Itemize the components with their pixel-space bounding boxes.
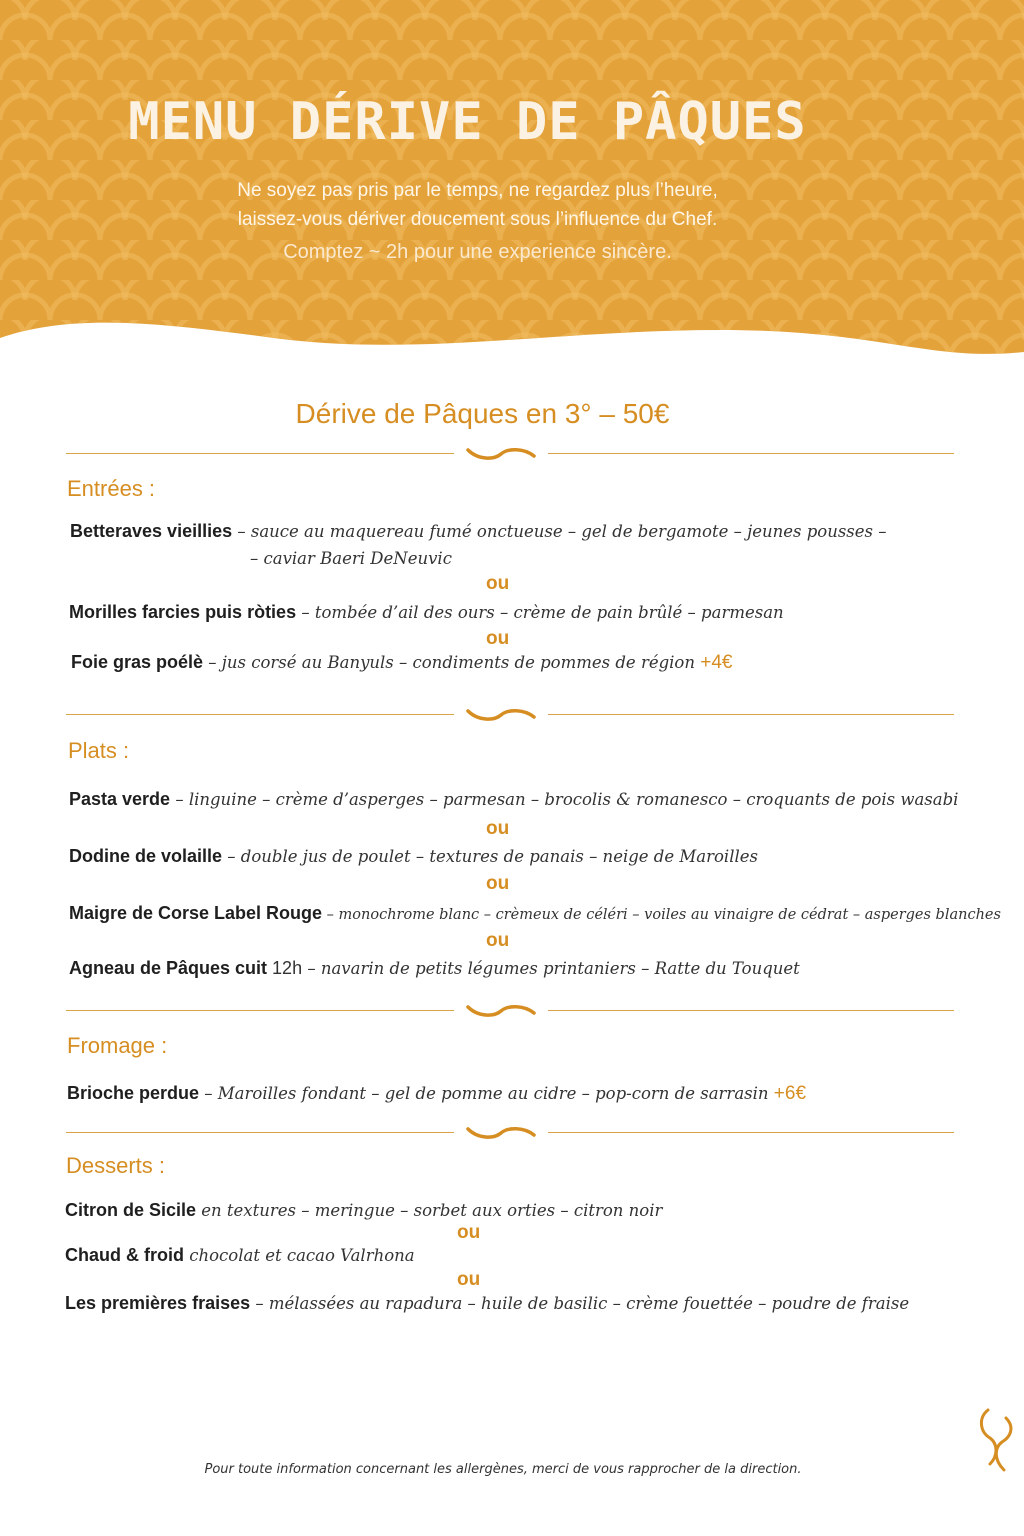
dish-description: – mélassées au rapadura – huile de basilic – crème fouettée – poudre de fraise [250, 1294, 910, 1313]
divider [66, 1123, 954, 1143]
dish-name: Maigre de Corse Label Rouge [69, 903, 323, 923]
dish-item [69, 846, 758, 867]
dish-description: – tombée d’ail des ours – crème de pain brûlé – parmesan [296, 603, 784, 622]
dish-name: Chaud & froid [65, 1245, 184, 1265]
section-heading-fromage: Fromage : [67, 1033, 168, 1058]
dish-item [69, 789, 958, 810]
dish-description: – sauce au maquereau fumé onctueuse – gel de bergamote – jeunes pousses – [232, 522, 887, 541]
divider-line [548, 714, 954, 715]
dish-item [65, 1293, 909, 1314]
dish-name: Foie gras poélè [71, 652, 204, 672]
dish-cooking-time: 12h [267, 958, 303, 978]
or-separator: ou [457, 1269, 481, 1290]
dish-name: Les premières fraises [65, 1293, 251, 1313]
dish-description: chocolat et cacao Valrhona [184, 1246, 415, 1265]
tagline [0, 176, 955, 234]
wave-ornament-icon [466, 1001, 536, 1021]
dish-item [69, 903, 1001, 924]
duration-note: Comptez ~ 2h pour une experience sincère. [283, 241, 672, 263]
section-heading-desserts: Desserts : [66, 1153, 166, 1178]
dish-name: Dodine de volaille [69, 846, 223, 866]
dish-item [69, 958, 800, 979]
or-separator: ou [486, 930, 510, 951]
dish-description: – navarin de petits légumes printaniers – Ratte du Touquet [302, 959, 800, 978]
or-separator: ou [486, 573, 510, 594]
divider [66, 444, 954, 464]
wave-ornament-icon [466, 1123, 536, 1143]
wave-ornament-icon [466, 705, 536, 725]
dish-description: en textures – meringue – sorbet aux orties – citron noir [196, 1201, 663, 1220]
wave-ornament-icon [466, 444, 536, 464]
divider-line [66, 714, 454, 715]
divider-line [66, 453, 454, 454]
tagline-line-1: Ne soyez pas pris par le temps, ne regardez plus l’heure, [237, 180, 718, 201]
dish-name: Agneau de Pâques cuit [69, 958, 268, 978]
restaurant-logo-icon [976, 1406, 1016, 1476]
formula-title: Dérive de Pâques en 3° – 50€ [295, 398, 670, 429]
dish-item [71, 652, 732, 674]
price-supplement: +4€ [700, 652, 733, 673]
dish-description: – linguine – crème d’asperges – parmesan – brocolis & romanesco – croquants de pois wasabi [170, 790, 959, 809]
allergen-note: Pour toute information concernant les allergènes, merci de vous rapprocher de la direction. [204, 1462, 802, 1477]
tagline-line-2: laissez-vous dériver doucement sous l’influence du Chef. [237, 209, 718, 230]
divider-line [66, 1010, 454, 1011]
divider-line [548, 1010, 954, 1011]
price-supplement: +6€ [773, 1083, 807, 1104]
dish-name: Brioche perdue [67, 1083, 200, 1103]
divider-line [548, 453, 954, 454]
dish-item [70, 521, 887, 542]
dish-item [69, 602, 784, 623]
dish-name: Morilles farcies puis ròties [69, 602, 297, 622]
or-separator: ou [486, 873, 510, 894]
dish-item [67, 1083, 806, 1105]
dish-description: – monochrome blanc – crèmeux de céléri – voiles au vinaigre de cédrat – asperges blanches [322, 907, 1001, 923]
divider [66, 705, 954, 725]
dish-description: – Maroilles fondant – gel de pomme au cidre – pop-corn de sarrasin [199, 1084, 774, 1103]
dish-name: Citron de Sicile [65, 1200, 197, 1220]
dish-name: Pasta verde [69, 789, 171, 809]
dish-description: – jus corsé au Banyuls – condiments de pommes de région [203, 653, 701, 672]
divider [66, 1001, 954, 1021]
or-separator: ou [486, 628, 510, 649]
dish-item [65, 1245, 415, 1266]
section-heading-entrees: Entrées : [67, 476, 156, 501]
or-separator: ou [486, 818, 510, 839]
dish-item-continuation [250, 548, 452, 569]
dish-name: Betteraves vieillies [70, 521, 233, 541]
dish-item [65, 1200, 662, 1221]
section-heading-plats: Plats : [68, 738, 130, 763]
dish-description: – double jus de poulet – textures de panais – neige de Maroilles [222, 847, 758, 866]
divider-line [548, 1132, 954, 1133]
divider-line [66, 1132, 454, 1133]
or-separator: ou [457, 1222, 481, 1243]
header-banner [0, 0, 1024, 360]
dish-description: – caviar Baeri DeNeuvic [250, 549, 452, 568]
menu-title: MENU DÉRIVE DE PÂQUES [128, 92, 807, 152]
